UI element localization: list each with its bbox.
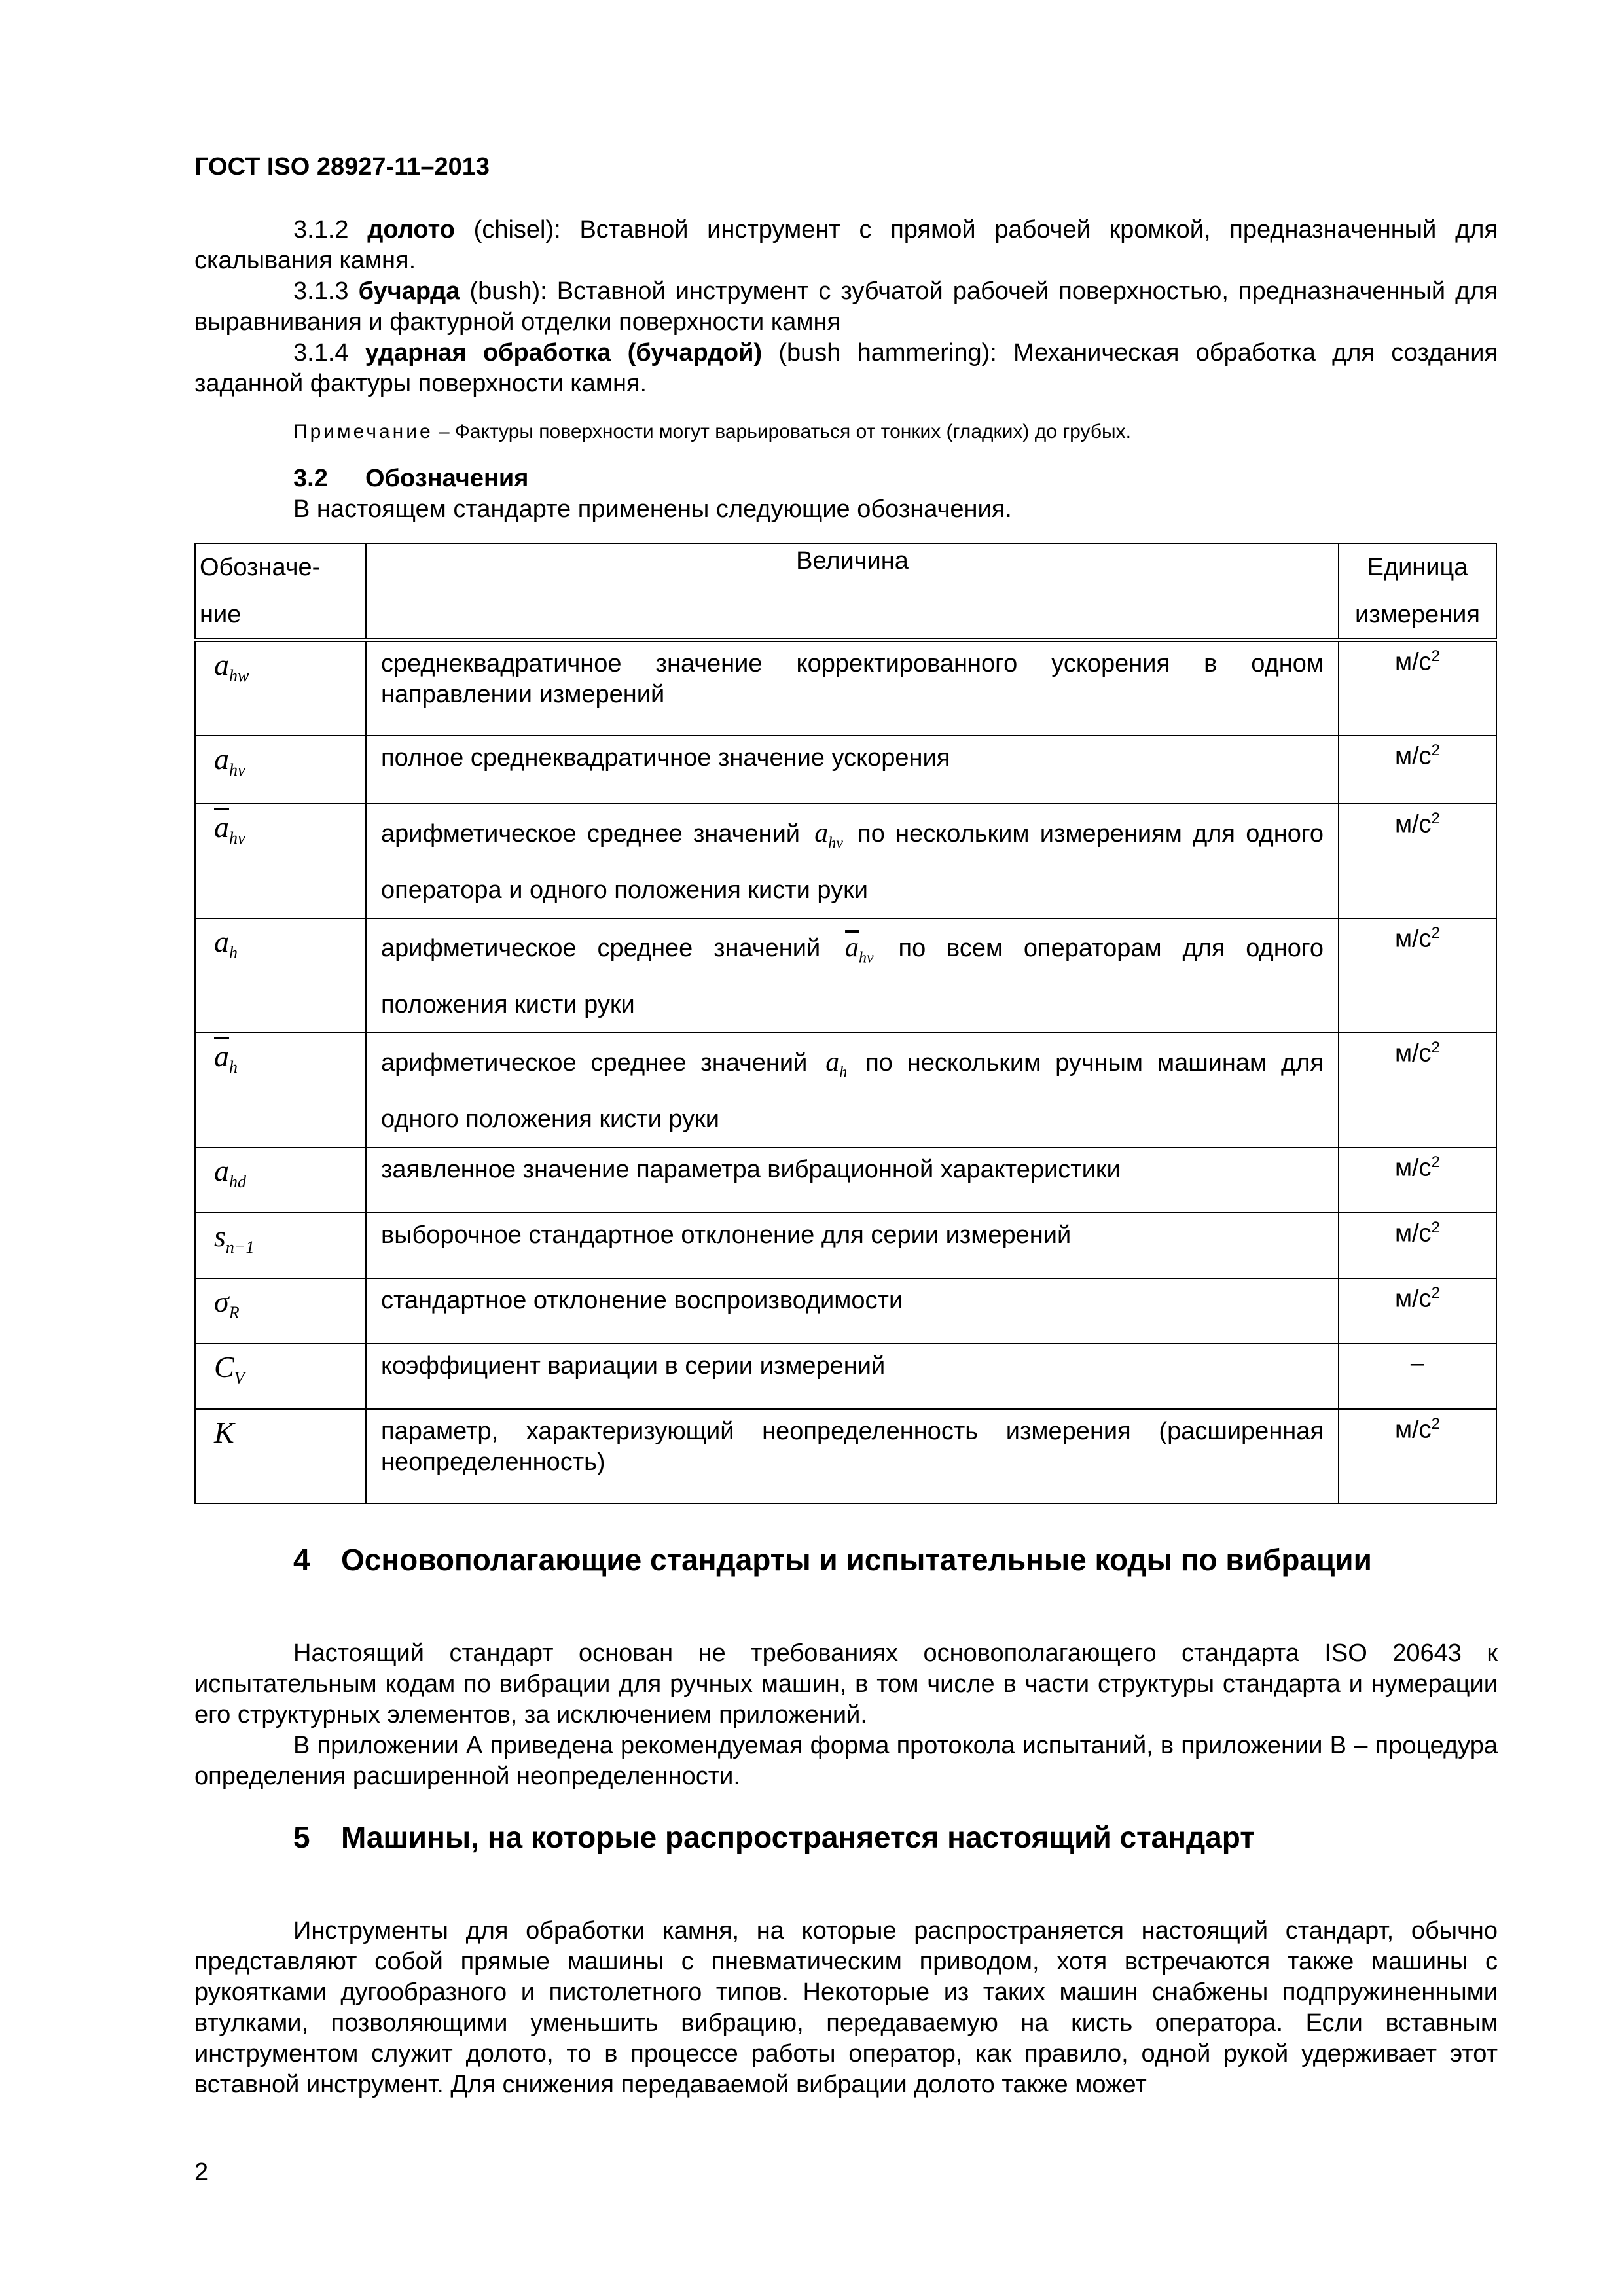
section-title: Машины, на которые распространяется настоящий стандарт bbox=[341, 1820, 1255, 1854]
table-row bbox=[195, 736, 1496, 804]
unit-cell: $м/с^2$ bbox=[1339, 804, 1496, 918]
quantity-cell: арифметическое среднее значений $\overline{a}_{hv}$ по всем операторам для одного положения кисти руки bbox=[366, 918, 1339, 1033]
symbol-cell: $a_h$ bbox=[195, 918, 366, 1033]
definition-number: 3.1.2 bbox=[293, 216, 349, 243]
quantity-cell: параметр, характеризующий неопределенность измерения (расширенная неопределенность) bbox=[366, 1409, 1339, 1503]
table-row bbox=[195, 1344, 1496, 1409]
section-title: Основополагающие стандарты и испытательные коды по вибрации bbox=[341, 1543, 1372, 1577]
header-symbol: Обозначе-ние bbox=[195, 543, 366, 640]
table-row bbox=[195, 1033, 1496, 1147]
header-quantity: Величина bbox=[366, 543, 1339, 640]
quantity-cell: арифметическое среднее значений $a_{hv}$ по нескольким измерениям для одного оператора и одного положения кисти руки bbox=[366, 804, 1339, 918]
unit-cell: $м/с^2$ bbox=[1339, 1033, 1496, 1147]
symbols-table bbox=[194, 543, 1497, 1504]
table-row bbox=[195, 1213, 1496, 1278]
symbol-cell: $\overline{a}_{hv}$ bbox=[195, 804, 366, 918]
definition-term: долото bbox=[367, 216, 455, 243]
section-5-paragraph-1: Инструменты для обработки камня, на которые распространяется настоящий стандарт, обычно представляют собой прямые машины с пневматическим приводом, хотя встречаются также машины с рукоятками дугообразного и пистолетного типов. Некоторые из таких машин снабжены подпружиненными втулками, позволяющими уменьшить вибрацию, передаваемую на кисть оператора. Если вставным инструментом служит долото, то в процессе работы оператор, как правило, одной рукой удерживает этот вставной инструмент. Для снижения передаваемой вибрации долото также может bbox=[194, 1917, 1498, 2098]
definition-text: (chisel): Вставной инструмент с прямой рабочей кромкой, предназначенный для скалывания камня. bbox=[194, 216, 1498, 274]
header-unit: Единица измерения bbox=[1339, 543, 1496, 640]
unit-cell: – bbox=[1339, 1344, 1496, 1409]
quantity-cell: заявленное значение параметра вибрационной характеристики bbox=[366, 1147, 1339, 1213]
definition-text: (bush hammering): Механическая обработка для создания заданной фактуры поверхности камня. bbox=[194, 339, 1498, 397]
unit-cell: $м/с^2$ bbox=[1339, 640, 1496, 736]
section-4-paragraph-1: Настоящий стандарт основан не требованиях основополагающего стандарта ISO 20643 к испытательным кодам по вибрации для ручных машин, в том числе в части структуры стандарта и нумерации его структурных элементов, за исключением приложений. bbox=[194, 1640, 1498, 1729]
unit-cell: $м/с^2$ bbox=[1339, 1213, 1496, 1278]
note-text: – Фактуры поверхности могут варьироваться от тонких (гладких) до грубых. bbox=[433, 421, 1131, 442]
table-row bbox=[195, 1147, 1496, 1213]
definition-3-1-3 bbox=[194, 276, 1498, 338]
quantity-cell: коэффициент вариации в серии измерений bbox=[366, 1344, 1339, 1409]
quantity-cell: выборочное стандартное отклонение для серии измерений bbox=[366, 1213, 1339, 1278]
quantity-cell: полное среднеквадратичное значение ускорения bbox=[366, 736, 1339, 804]
quantity-cell: среднеквадратичное значение корректированного ускорения в одном направлении измерений bbox=[366, 640, 1339, 736]
definition-3-1-4 bbox=[194, 338, 1498, 399]
section-3-2-intro: В настоящем стандарте применены следующие обозначения. bbox=[293, 495, 1012, 523]
definition-3-1-2 bbox=[194, 215, 1498, 276]
section-number: 5 bbox=[293, 1820, 310, 1854]
definition-term: ударная обработка (бучардой) bbox=[365, 339, 763, 367]
section-3-2-heading bbox=[293, 465, 528, 493]
symbol-cell: $a_{hd}$ bbox=[195, 1147, 366, 1213]
definition-number: 3.1.4 bbox=[293, 339, 349, 367]
page-number: 2 bbox=[194, 2159, 209, 2186]
definition-number: 3.1.3 bbox=[293, 278, 349, 305]
section-4-paragraph-2: В приложении А приведена рекомендуемая форма протокола испытаний, в приложении В – процедура определения расширенной неопределенности. bbox=[194, 1732, 1498, 1790]
table-row bbox=[195, 804, 1496, 918]
table-row bbox=[195, 918, 1496, 1033]
unit-cell: $м/с^2$ bbox=[1339, 918, 1496, 1033]
section-title: Обозначения bbox=[365, 465, 529, 492]
quantity-cell: арифметическое среднее значений $a_h$ по нескольким ручным машинам для одного положения кисти руки bbox=[366, 1033, 1339, 1147]
symbol-cell: $a_{hw}$ bbox=[195, 640, 366, 736]
symbol-cell: $\overline{a}_h$ bbox=[195, 1033, 366, 1147]
quantity-cell: стандартное отклонение воспроизводимости bbox=[366, 1278, 1339, 1344]
table-row bbox=[195, 1409, 1496, 1503]
symbol-cell: $s_{n-1}$ bbox=[195, 1213, 366, 1278]
table-header-row bbox=[195, 543, 1496, 640]
section-number: 4 bbox=[293, 1543, 310, 1577]
symbol-cell: $C_V$ bbox=[195, 1344, 366, 1409]
note bbox=[293, 421, 1131, 443]
unit-cell: $м/с^2$ bbox=[1339, 736, 1496, 804]
table-row bbox=[195, 640, 1496, 736]
unit-cell: $м/с^2$ bbox=[1339, 1409, 1496, 1503]
table-row bbox=[195, 1278, 1496, 1344]
section-5-heading bbox=[293, 1820, 1255, 1855]
definition-term: бучарда bbox=[358, 278, 460, 305]
document-header: ГОСТ ISO 28927-11–2013 bbox=[194, 153, 490, 181]
symbol-cell: $\sigma_R$ bbox=[195, 1278, 366, 1344]
note-label: Примечание bbox=[293, 421, 433, 442]
unit-cell: $м/с^2$ bbox=[1339, 1147, 1496, 1213]
symbol-cell: K bbox=[195, 1409, 366, 1503]
section-4-heading bbox=[293, 1542, 1372, 1577]
definition-text: (bush): Вставной инструмент с зубчатой рабочей поверхностью, предназначенный для выравнивания и фактурной отделки поверхности камня bbox=[194, 278, 1498, 336]
unit-cell: $м/с^2$ bbox=[1339, 1278, 1496, 1344]
section-number: 3.2 bbox=[293, 465, 328, 492]
symbol-cell: $a_{hv}$ bbox=[195, 736, 366, 804]
